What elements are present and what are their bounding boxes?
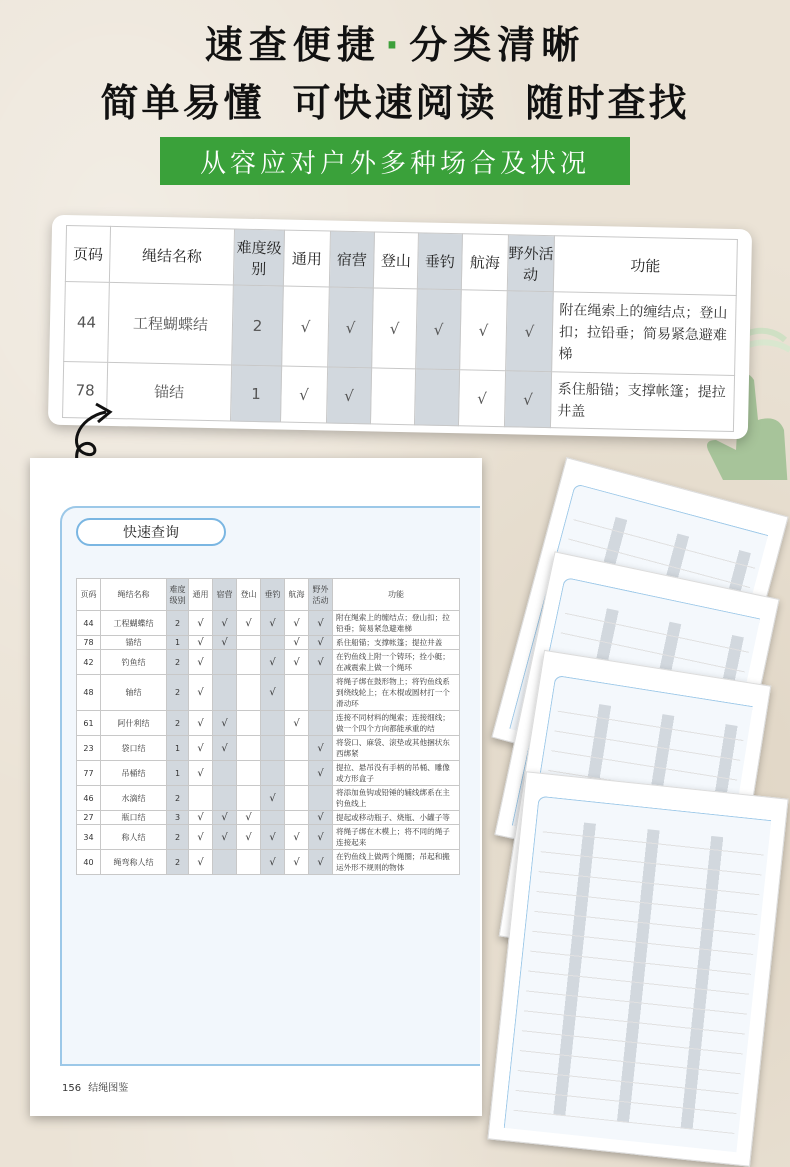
check-cell: √ <box>309 850 333 875</box>
table-row <box>77 761 460 786</box>
headline-left: 速查便捷 <box>204 23 381 67</box>
knot-name-cell: 袋口结 <box>101 736 167 761</box>
level-cell: 2 <box>167 675 189 711</box>
level-cell: 2 <box>167 825 189 850</box>
page-number-cell: 27 <box>77 811 101 825</box>
check-cell <box>237 711 261 736</box>
level-cell: 1 <box>167 736 189 761</box>
check-cell <box>213 786 237 811</box>
check-cell: √ <box>189 850 213 875</box>
function-cell: 提拉、悬吊没有手柄的吊桶、雕像或方形盒子 <box>333 761 460 786</box>
check-cell <box>189 786 213 811</box>
check-cell: √ <box>309 636 333 650</box>
column-header: 登山 <box>373 232 418 289</box>
zoomed-table-card <box>48 215 752 440</box>
document-page <box>30 458 482 1116</box>
headline-line-1 <box>0 14 790 69</box>
headline-b: 可快速阅读 <box>292 81 498 125</box>
table-row <box>77 711 460 736</box>
check-cell <box>261 636 285 650</box>
function-cell: 在钓鱼线上做两个绳圈；吊起和搬运外形不规则的物体 <box>333 850 460 875</box>
level-cell: 2 <box>167 611 189 636</box>
table-row <box>77 675 460 711</box>
column-header: 航海 <box>285 579 309 611</box>
check-cell <box>261 761 285 786</box>
check-cell <box>213 761 237 786</box>
column-header: 航海 <box>461 234 508 291</box>
column-header: 宿营 <box>213 579 237 611</box>
check-cell: √ <box>213 736 237 761</box>
section-title: 快速查询 <box>76 518 226 546</box>
check-cell: √ <box>213 636 237 650</box>
check-cell: √ <box>372 288 418 369</box>
table-row <box>77 786 460 811</box>
check-cell: √ <box>237 811 261 825</box>
column-header: 功能 <box>553 236 737 296</box>
headline-a: 简单易懂 <box>100 81 265 125</box>
page-number-cell: 34 <box>77 825 101 850</box>
function-cell: 系住船锚；支撑帐篷；提拉井盖 <box>550 372 734 432</box>
function-cell: 附在绳索上的缠结点；登山扣；拉铅垂；简易紧急避难梯 <box>552 292 737 376</box>
function-cell: 附在绳索上的缠结点；登山扣；拉铅垂；简易紧急避难梯 <box>333 611 460 636</box>
check-cell <box>261 736 285 761</box>
column-header: 绳结名称 <box>101 579 167 611</box>
check-cell: √ <box>309 611 333 636</box>
table-row <box>77 736 460 761</box>
column-header: 宿营 <box>329 231 374 288</box>
headline-c: 随时查找 <box>525 81 690 125</box>
table-row <box>77 650 460 675</box>
check-cell: √ <box>189 825 213 850</box>
check-cell <box>261 811 285 825</box>
check-cell: √ <box>506 291 554 372</box>
check-cell: √ <box>261 786 285 811</box>
knot-name-cell: 轴结 <box>101 675 167 711</box>
function-cell: 系住船锚；支撑帐篷；提拉井盖 <box>333 636 460 650</box>
function-cell: 将袋口、麻袋、滚垫或其他捆状东西绑紧 <box>333 736 460 761</box>
check-cell: √ <box>189 675 213 711</box>
check-cell <box>414 369 459 426</box>
stacked-page <box>487 771 788 1167</box>
column-header: 垂钓 <box>261 579 285 611</box>
table-row <box>77 611 460 636</box>
quick-reference-table <box>76 578 460 875</box>
table-row <box>77 825 460 850</box>
column-header: 难度级别 <box>233 229 284 286</box>
table-row <box>77 811 460 825</box>
column-header: 功能 <box>333 579 460 611</box>
knot-name-cell: 水滴结 <box>101 786 167 811</box>
page-number-cell: 42 <box>77 650 101 675</box>
knot-name-cell: 工程蝴蝶结 <box>101 611 167 636</box>
knot-name-cell: 钓鱼结 <box>101 650 167 675</box>
page-number-cell: 46 <box>77 786 101 811</box>
check-cell: √ <box>261 650 285 675</box>
knot-name-cell: 工程蝴蝶结 <box>108 282 234 365</box>
check-cell: √ <box>504 371 551 428</box>
column-header: 野外活动 <box>309 579 333 611</box>
page-footer <box>62 1079 128 1094</box>
level-cell: 1 <box>167 761 189 786</box>
knot-name-cell: 阿什利结 <box>101 711 167 736</box>
check-cell: √ <box>285 825 309 850</box>
knot-name-cell: 锚结 <box>101 636 167 650</box>
column-header: 垂钓 <box>417 233 462 290</box>
check-cell <box>237 675 261 711</box>
green-banner: 从容应对户外多种场合及状况 <box>160 137 630 185</box>
page-number-cell: 78 <box>77 636 101 650</box>
headline-right: 分类清晰 <box>409 23 586 67</box>
check-cell: √ <box>189 611 213 636</box>
function-cell: 连接不同材料的绳索；连接细线；做一个四个方向都能承重的结 <box>333 711 460 736</box>
column-header: 登山 <box>237 579 261 611</box>
check-cell: √ <box>213 611 237 636</box>
level-cell: 2 <box>167 786 189 811</box>
page-number-cell: 61 <box>77 711 101 736</box>
check-cell: √ <box>309 650 333 675</box>
column-header: 通用 <box>283 230 330 287</box>
check-cell: √ <box>458 370 505 427</box>
check-cell: √ <box>261 675 285 711</box>
check-cell <box>261 711 285 736</box>
check-cell: √ <box>280 366 327 423</box>
page-number-cell: 44 <box>64 281 110 362</box>
check-cell <box>285 761 309 786</box>
level-cell: 2 <box>167 711 189 736</box>
level-cell: 1 <box>167 636 189 650</box>
check-cell: √ <box>189 650 213 675</box>
check-cell: √ <box>189 711 213 736</box>
column-header: 野外活动 <box>507 235 554 292</box>
headline-line-2 <box>0 72 790 127</box>
check-cell: √ <box>309 736 333 761</box>
knot-name-cell: 锚结 <box>107 362 232 421</box>
knot-name-cell: 称人结 <box>101 825 167 850</box>
footer-page-number: 156 <box>62 1083 82 1094</box>
footer-title: 结绳图鉴 <box>88 1083 129 1094</box>
check-cell: √ <box>213 711 237 736</box>
check-cell <box>309 675 333 711</box>
check-cell: √ <box>309 825 333 850</box>
column-header: 难度级别 <box>167 579 189 611</box>
check-cell <box>370 368 415 425</box>
check-cell <box>213 675 237 711</box>
level-cell: 2 <box>232 285 284 366</box>
check-cell: √ <box>237 825 261 850</box>
check-cell <box>309 711 333 736</box>
page-number-cell: 77 <box>77 761 101 786</box>
check-cell: √ <box>285 611 309 636</box>
check-cell <box>237 650 261 675</box>
column-header: 通用 <box>189 579 213 611</box>
check-cell: √ <box>309 761 333 786</box>
level-cell: 1 <box>230 365 281 422</box>
check-cell <box>285 811 309 825</box>
check-cell: √ <box>237 611 261 636</box>
column-header: 绳结名称 <box>109 226 234 285</box>
check-cell: √ <box>189 736 213 761</box>
check-cell <box>309 786 333 811</box>
check-cell <box>237 850 261 875</box>
function-cell: 将绳子绑在鼓形物上；将钓鱼线系到绕线轮上；在木棍或圆材打一个滑动环 <box>333 675 460 711</box>
check-cell: √ <box>282 286 330 367</box>
check-cell: √ <box>285 850 309 875</box>
level-cell: 2 <box>167 850 189 875</box>
knot-name-cell: 绳弯称人结 <box>101 850 167 875</box>
level-cell: 3 <box>167 811 189 825</box>
page-number-cell: 23 <box>77 736 101 761</box>
table-row <box>64 281 737 375</box>
check-cell: √ <box>285 636 309 650</box>
check-cell <box>213 650 237 675</box>
check-cell <box>213 850 237 875</box>
check-cell <box>237 736 261 761</box>
page-number-cell: 44 <box>77 611 101 636</box>
check-cell: √ <box>189 761 213 786</box>
table-row <box>77 636 460 650</box>
check-cell: √ <box>416 289 462 370</box>
check-cell: √ <box>261 611 285 636</box>
page-number-cell: 78 <box>63 361 108 418</box>
knot-name-cell: 吊桶结 <box>101 761 167 786</box>
check-cell <box>285 736 309 761</box>
function-cell: 提起或移动瓶子、烧瓶、小罐子等 <box>333 811 460 825</box>
check-cell: √ <box>460 290 508 371</box>
check-cell <box>237 761 261 786</box>
check-cell: √ <box>189 636 213 650</box>
column-header: 页码 <box>65 225 110 282</box>
table-row <box>77 850 460 875</box>
function-cell: 在钓鱼线上附一个铸环；拴小艇；在减震索上做一个绳环 <box>333 650 460 675</box>
check-cell: √ <box>189 811 213 825</box>
function-cell: 将绳子绑在木模上；将不同的绳子连接起来 <box>333 825 460 850</box>
page-number-cell: 48 <box>77 675 101 711</box>
check-cell: √ <box>285 711 309 736</box>
check-cell: √ <box>261 850 285 875</box>
zoomed-table <box>62 225 738 432</box>
check-cell <box>285 675 309 711</box>
knot-name-cell: 瓶口结 <box>101 811 167 825</box>
page-number-cell: 40 <box>77 850 101 875</box>
level-cell: 2 <box>167 650 189 675</box>
check-cell: √ <box>213 811 237 825</box>
check-cell <box>285 786 309 811</box>
check-cell: √ <box>285 650 309 675</box>
check-cell: √ <box>261 825 285 850</box>
check-cell: √ <box>213 825 237 850</box>
headline-separator: · <box>384 23 406 67</box>
check-cell: √ <box>309 811 333 825</box>
doc-header-row <box>77 579 460 611</box>
check-cell: √ <box>328 287 374 368</box>
check-cell <box>237 636 261 650</box>
function-cell: 将添加鱼钩或铅锤的辅线绑系在主钓鱼线上 <box>333 786 460 811</box>
check-cell: √ <box>326 367 371 424</box>
column-header: 页码 <box>77 579 101 611</box>
check-cell <box>237 786 261 811</box>
